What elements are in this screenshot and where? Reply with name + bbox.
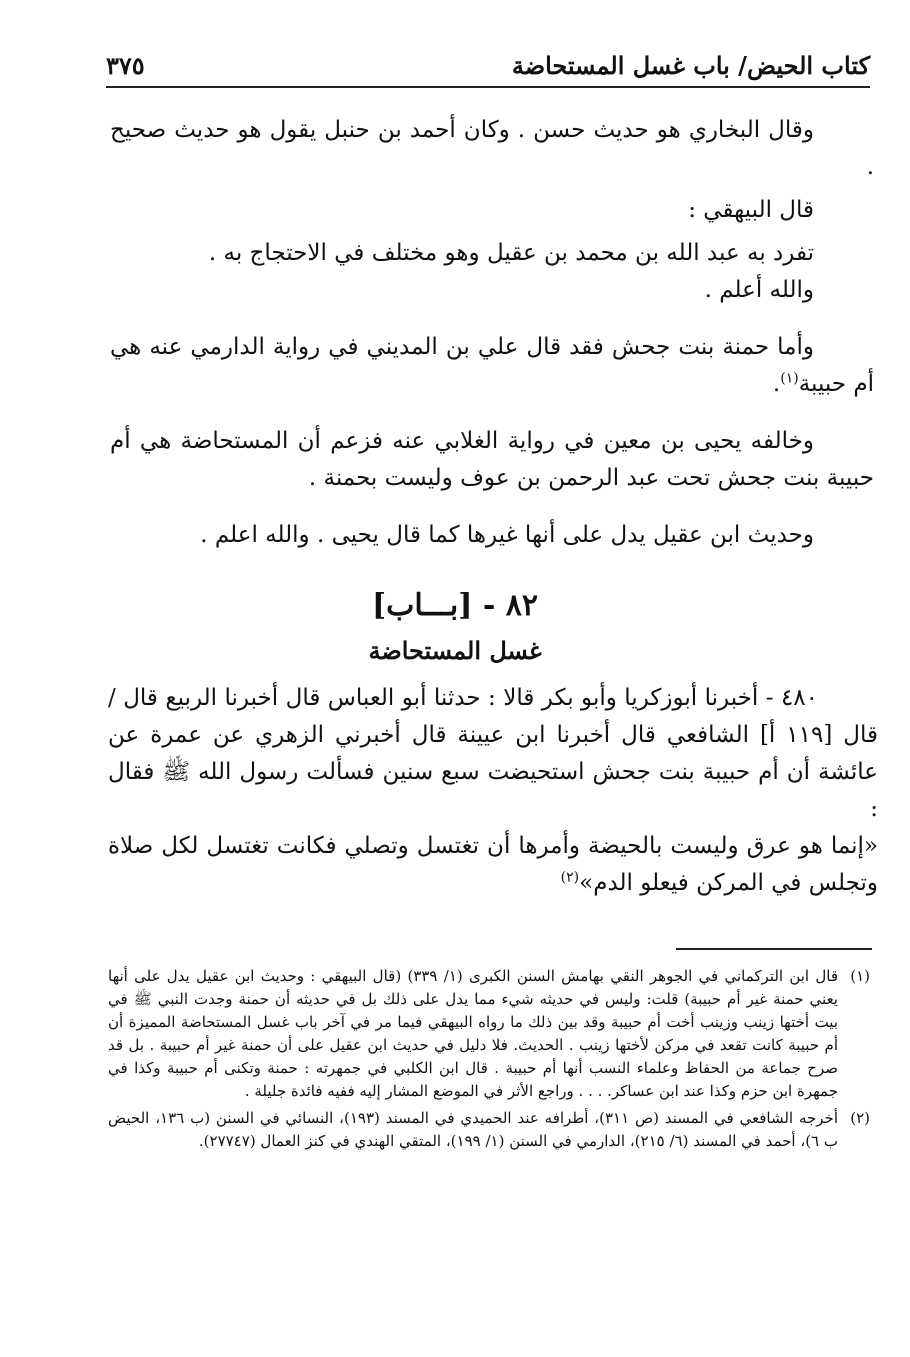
paragraph-bukhari: وقال البخاري هو حديث حسن . وكان أحمد بن حنبل يقول هو حديث صحيح . xyxy=(110,117,874,180)
page-header xyxy=(106,40,870,88)
chapter-number-title: ٨٢ - [بـــاب] xyxy=(371,588,539,623)
chapter-subtitle: غسل المستحاضة xyxy=(368,636,542,665)
footnotes xyxy=(108,965,870,1157)
hadith-isnad: ٤٨٠ - أخبرنا أبوزكريا وأبو بكر قالا : حدثنا أبو العباس قال أخبرنا الربيع قال / قال [١١٩ أ] الشافعي قال أخبرنا ابن عيينة قال أخبرني الزهري عن عمرة عن عائشة أن أم حبيبة بنت جحش استحيضت سبع سنين فسألت رسول الله ﷺ فقال : xyxy=(108,685,878,822)
footnote-number: (١) xyxy=(850,967,870,985)
footnote-text: أخرجه الشافعي في المسند (ص ٣١١)، أطرافه عند الحميدي في المسند (١٩٣)، النسائي في السنن (ب ١٣٦، الحيض ب ٦)، أحمد في المسند (٦/ ٢١٥)، الدارمي في السنن (١/ ١٩٩)، المتقي الهندي في كنز العمال (٢٧٧٤٧). xyxy=(108,1109,838,1150)
main-text xyxy=(110,112,874,554)
running-title: كتاب الحيض/ باب غسل المستحاضة xyxy=(511,51,870,80)
hadith-matn xyxy=(108,828,878,902)
paragraph-yahya: وخالفه يحيى بن معين في رواية الغلابي عنه فزعم أن المستحاضة هي أم حبيبة بنت جحش تحت عبد الرحمن بن عوف وليست بحمنة . xyxy=(110,428,874,491)
page-number: ٣٧٥ xyxy=(106,51,145,80)
hadith-480 xyxy=(108,680,878,902)
paragraph-hamna-text: وأما حمنة بنت جحش فقد قال علي بن المديني في رواية الدارمي عنه هي أم حبيبة xyxy=(110,334,874,397)
paragraph-hamna xyxy=(110,329,874,403)
paragraph-ibn-aqil-hadith: وحديث ابن عقيل يدل على أنها غيرها كما قال يحيى . والله اعلم . xyxy=(200,522,814,548)
paragraph-bayhaqi-heading: قال البيهقي : xyxy=(688,197,814,223)
footnote-1 xyxy=(108,965,870,1103)
footnote-number: (٢) xyxy=(850,1109,870,1127)
sentence-end: . xyxy=(772,371,781,397)
footnote-2 xyxy=(108,1107,870,1153)
paragraph-allahu-alam: والله أعلم . xyxy=(704,277,814,303)
footnote-text: قال ابن التركماني في الجوهر النقي بهامش السنن الكبرى (١/ ٣٣٩) (قال البيهقي : وحديث ابن عقيل يدل على أنها يعني حمنة غير أم حبيبة) قلت: وليس في حديثه شيء مما يدل على ذلك بل في حديثه أن حمنة وجدت النبي ﷺ في بيت أختها زينب وزينب أخت أم حبيبة وقد بين ذلك ما رواه البيهقي فيما مر في آخر باب غسل المستحاضة المميزة أن أم حبيبة كانت تقعد في مركن لأختها زينب . الحديث. فلا دليل في حديث ابن عقيل على أن حمنة غير أم حبيبة . بل قد صرح جماعة من الحفاظ وعلماء النسب أنها أم حبيبة . قال ابن الكلبي في جمهرته : حمنة وتكنى أم حبيبة وكذا في جمهرة ابن حزم وكذا عند ابن عساكر. . . . وراجع الأثر في الموضع المشار إليه ففيه فائدة جليلة . xyxy=(108,967,838,1100)
footnote-ref-2: (٢) xyxy=(560,869,580,886)
footnote-separator xyxy=(676,948,872,950)
hadith-quote: «إنما هو عرق وليست بالحيضة وأمرها أن تغتسل وتصلي فكانت تغتسل لكل صلاة وتجلس في المركن فيعلو الدم» xyxy=(108,833,878,896)
footnote-ref-1: (١) xyxy=(780,370,799,387)
paragraph-ibn-aqil: تفرد به عبد الله بن محمد بن عقيل وهو مختلف في الاحتجاج به . xyxy=(208,240,814,266)
